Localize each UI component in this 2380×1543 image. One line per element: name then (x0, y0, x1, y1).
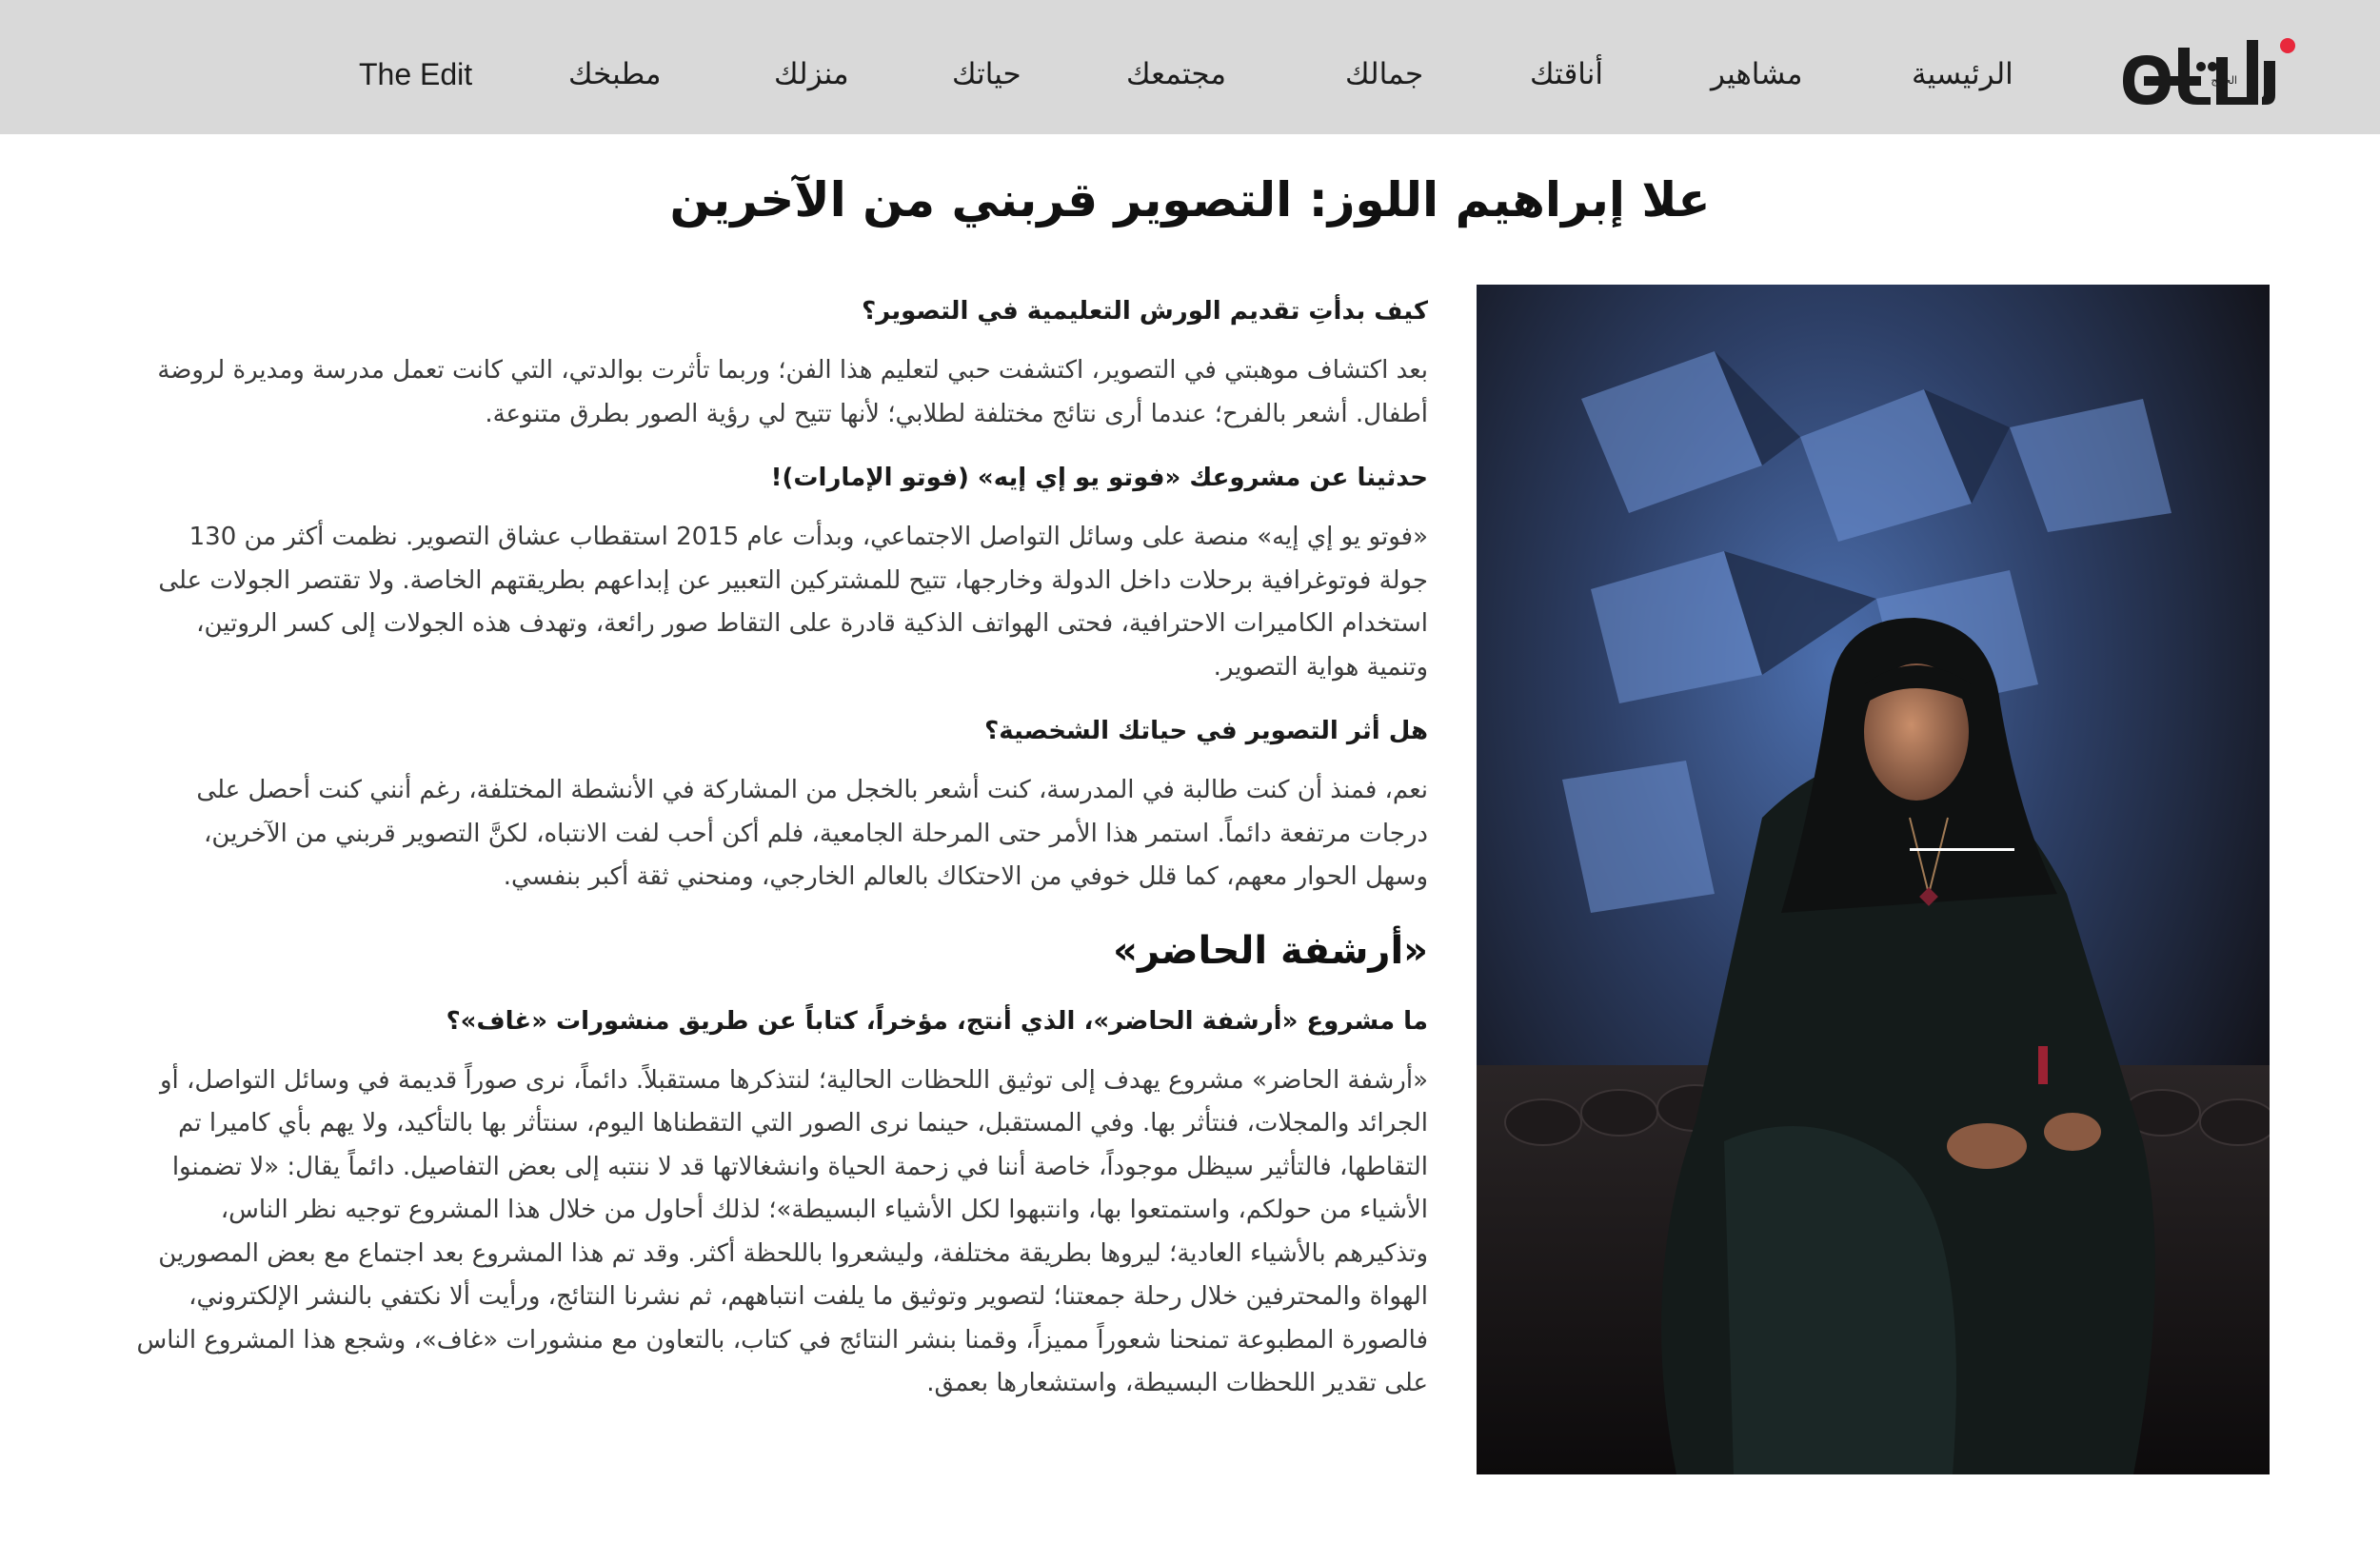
article-title: علا إبراهيم اللوز: التصوير قربني من الآخرين (669, 172, 1711, 227)
nav-celebrities[interactable]: مشاهير (1711, 57, 1803, 91)
site-logo[interactable] (2104, 29, 2299, 112)
nav-life[interactable]: حياتك (952, 57, 1021, 91)
interview-answer: «فوتو يو إي إيه» منصة على وسائل التواصل الاجتماعي، وبدأت عام 2015 استقطاب عشاق التصوير. نظمت أكثر من 130 جولة فوتوغرافية برحلات داخل الدولة وخارجها، تتيح للمشتركين التعبير عن إبداعهم بطريقتهم الخاصة. ولا تقتصر الجولات على استخدام الكاميرات الاحترافية، فحتى الهواتف الذكية قادرة على التقاط صور رائعة، وتهدف هذه الجولات إلى كسر الروتين، وتنمية هواية التصوير. (158, 523, 1428, 682)
site-header (0, 0, 2380, 134)
nav-community[interactable]: مجتمعك (1126, 57, 1226, 91)
interview-question: هل أثر التصوير في حياتك الشخصية؟ (984, 717, 1428, 745)
article-photo (1477, 285, 2270, 1474)
interview-question: ما مشروع «أرشفة الحاضر»، الذي أنتج، مؤخراً، كتاباً عن طريق منشورات «غاف»؟ (446, 1006, 1428, 1036)
interview-answer: نعم، فمنذ أن كنت طالبة في المدرسة، كنت أشعر بالخجل من المشاركة في الأنشطة المختلفة، رغم أنني كنت أحصل على درجات مرتفعة دائماً. استمر هذا الأمر حتى المرحلة الجامعية، فلم أكن أحب لفت الانتباه، لكنَّ التصوير قربني من الآخرين، وسهل الحوار معهم، كما قلل خوفي من الاحتكاك بالعالم الخارجي، ومنحني ثقة أكبر بنفسي. (196, 776, 1428, 891)
interview-question: كيف بدأتِ تقديم الورش التعليمية في التصوير؟ (862, 297, 1428, 326)
section-heading: «أرشفة الحاضر» (1113, 928, 1428, 973)
nav-kitchen[interactable]: مطبخك (568, 57, 662, 91)
nav-fashion[interactable]: أناقتك (1530, 57, 1603, 91)
zahrat-logo-icon (2104, 29, 2299, 112)
article-body (133, 290, 1428, 1427)
nav-beauty[interactable]: جمالك (1345, 57, 1424, 91)
nav-home[interactable]: الرئيسية (1912, 57, 2013, 91)
nav-the-edit[interactable]: The Edit (359, 57, 473, 91)
interview-question: حدثينا عن مشروعك «فوتو يو إي إيه» (فوتو الإمارات)! (770, 464, 1428, 492)
nav-home-decor[interactable]: منزلك (774, 57, 849, 91)
svg-text:الخليج: الخليج (2211, 74, 2237, 87)
interview-answer: بعد اكتشاف موهبتي في التصوير، اكتشفت حبي لتعليم هذا الفن؛ وربما تأثرت بوالدتي، التي كانت تعمل مدرسة ومديرة لروضة أطفال. أشعر بالفرح؛ عندما أرى نتائج مختلفة لطلابي؛ لأنها تتيح لي رؤية الصور بطرق متنوعة. (157, 356, 1428, 428)
interview-answer: «أرشفة الحاضر» مشروع يهدف إلى توثيق اللحظات الحالية؛ لنتذكرها مستقبلاً. دائماً، نرى صوراً قديمة في وسائل التواصل، أو الجرائد والمجلات، فنتأثر بها. وفي المستقبل، حينما نرى الصور التي التقطناها اليوم، سنتأثر بها بالتأكيد، ولا يهم بأي كاميرا تم التقاطها، فالتأثير سيظل موجوداً، خاصة أننا في زحمة الحياة وانشغالاتها قد لا ننتبه إلى بعض التفاصيل. دائماً يقال: «لا تضمنوا الأشياء من حولكم، واستمتعوا بها، وانتبهوا لكل الأشياء البسيطة»؛ لذلك أحاول من خلال هذا المشروع توجيه نظر الناس، وتذكيرهم بالأشياء العادية؛ ليروها بطريقة مختلفة، وليشعروا باللحظة أكثر. وقد تم هذا المشروع بعد اجتماع مع بعض المصورين الهواة والمحترفين خلال رحلة جمعتنا؛ لتصوير وتوثيق ما يلفت انتباههم، ثم نشرنا النتائج، ورأيت ألا نكتفي بالنشر الإلكتروني، فالصورة المطبوعة تمنحنا شعوراً مميزاً، وقمنا بنشر النتائج في كتاب، بالتعاون مع منشورات «غاف»، وشجع هذا المشروع الناس على تقدير اللحظات البسيطة، واستشعارها بعمق. (136, 1065, 1428, 1397)
